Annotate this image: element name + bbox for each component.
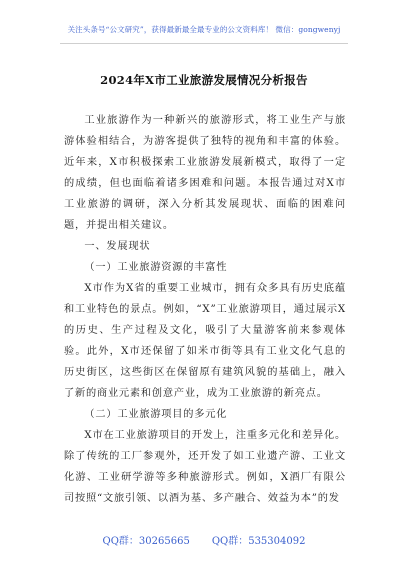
body-paragraph: X市作为X省的重要工业城市，拥有众多具有历史底蕴和工业特色的景点。例如，“X”工业旅游项目，通过展示X的历史、生产过程及文化，吸引了大量游客前来参观体验。此外，X市还保留了如米市街等具有工业文化气息的历史街区，这些街区在保留原有建筑风貌的基础上，融入了新的商业元素和创意产业，成为工业旅游的新亮点。: [64, 283, 346, 399]
section-heading: 一、发展现状: [84, 241, 151, 252]
subsection-heading: （一）工业旅游资源的丰富性: [84, 262, 228, 273]
footer: [0, 532, 408, 547]
footer-qq-group-1: QQ群：30265665: [102, 536, 190, 547]
header-divider: [60, 43, 348, 44]
document-body: [64, 110, 346, 509]
body-paragraph: X市在工业旅游项目的开发上，注重多元化和差异化。除了传统的工厂参观外，还开发了如工业遗产游、工业文化游、工业研学游等多种旅游形式。例如，X酒厂有限公司按照“文旅引领、以酒为基、多产融合、效益为本”的发: [64, 430, 346, 504]
document-title: 2024年X市工业旅游发展情况分析报告: [100, 73, 308, 87]
header-banner: 关注头条号“公文研究”，获得最新最全最专业的公文资料库！ 微信：gongwenyj: [67, 25, 341, 34]
subsection-heading: （二）工业旅游项目的多元化: [84, 409, 228, 420]
intro-paragraph: 工业旅游作为一种新兴的旅游形式，将工业生产与旅游体验相结合，为游客提供了独特的视角和丰富的体验。近年来，X市积极探索工业旅游发展新模式，取得了一定的成绩，但也面临着诸多困难和问题。本报告通过对X市工业旅游的调研，深入分析其发展现状、面临的困难问题，并提出相关建议。: [64, 115, 346, 231]
footer-qq-group-2: QQ群：535304092: [211, 536, 306, 547]
